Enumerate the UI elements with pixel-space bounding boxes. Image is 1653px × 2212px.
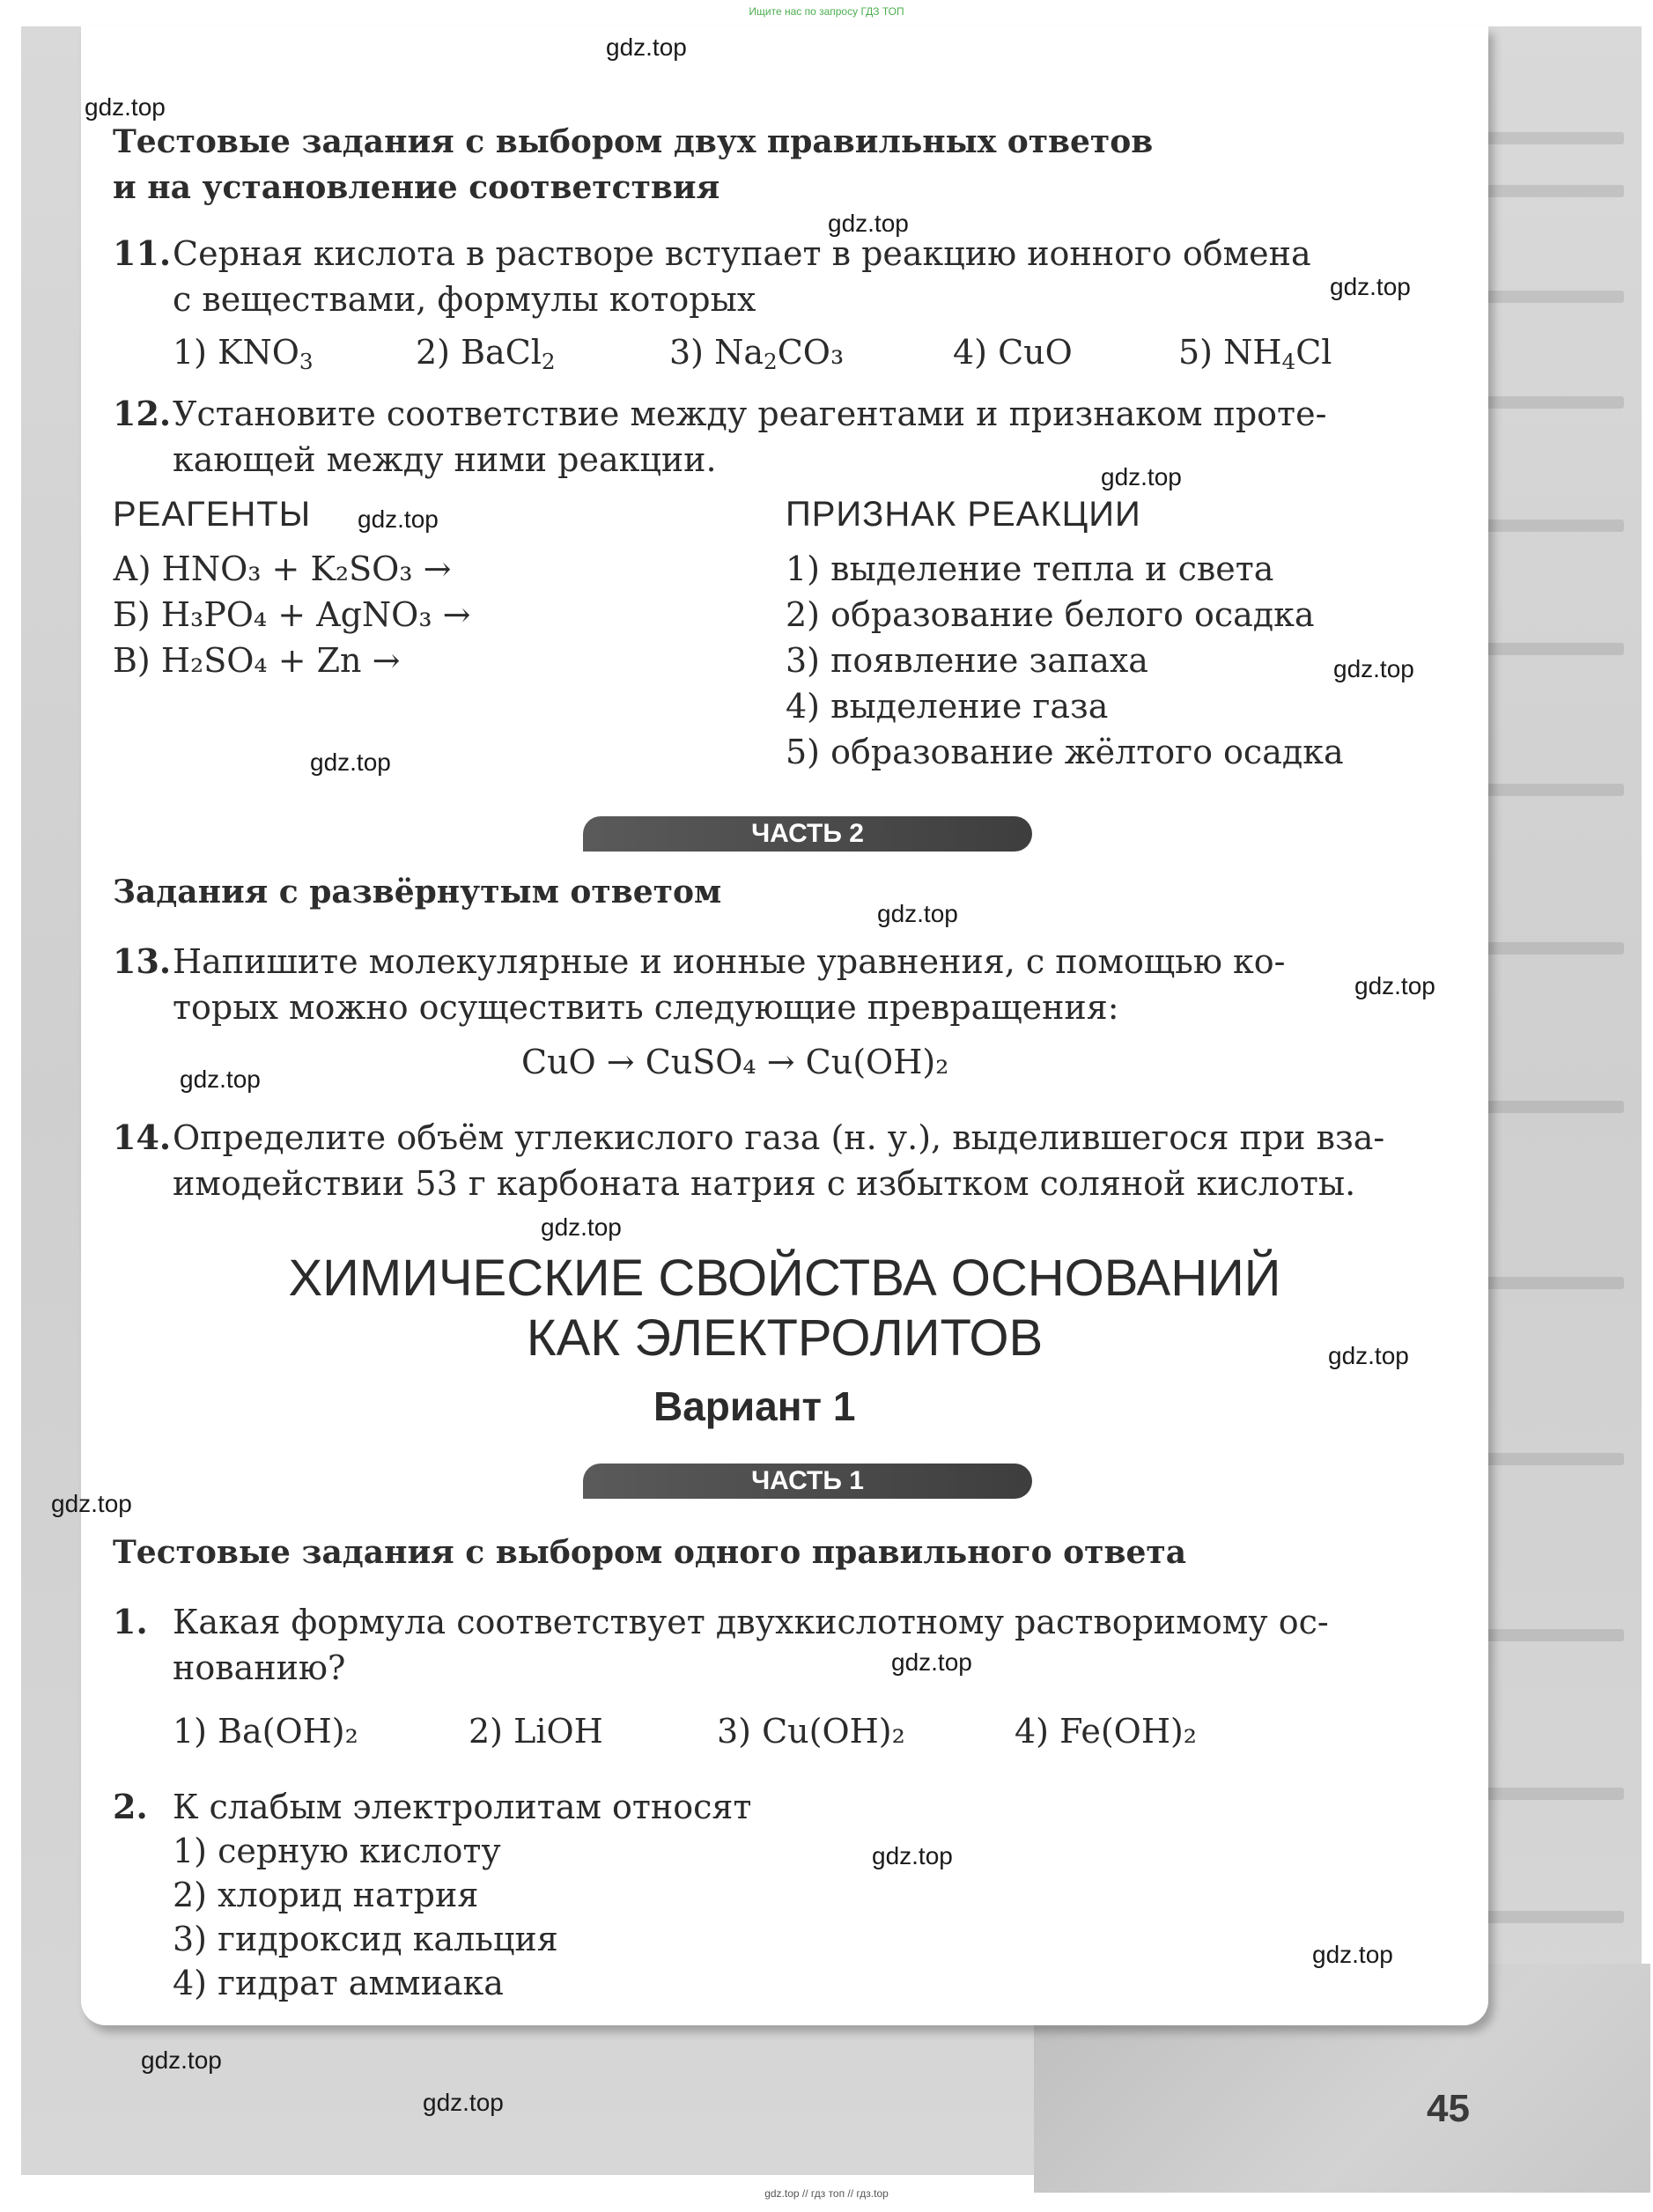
- answer-option: [416, 329, 556, 375]
- question-text: кающей между ними реакции.: [173, 440, 717, 479]
- section-heading-line1: Тестовые задания с выбором двух правильных ответов: [113, 123, 1154, 160]
- watermark: gdz.top: [310, 748, 391, 776]
- option-formula-tail: CO₃: [777, 333, 845, 372]
- question-number: 12.: [113, 394, 172, 433]
- answer-option: [173, 329, 314, 375]
- sign-item: 4) выделение газа: [786, 687, 1109, 726]
- question-number: 11.: [113, 233, 172, 273]
- question-text: Серная кислота в растворе вступает в реакцию ионного обмена: [173, 234, 1311, 273]
- watermark: gdz.top: [891, 1648, 972, 1676]
- question-number: 13.: [113, 941, 172, 981]
- reagent-item: Б) H₃PO₄ + AgNO₃ →: [113, 595, 471, 634]
- watermark: gdz.top: [541, 1213, 622, 1241]
- watermark: gdz.top: [51, 1490, 132, 1517]
- sign-item: 2) образование белого осадка: [786, 595, 1315, 634]
- question-text: Напишите молекулярные и ионные уравнения, с помощью ко-: [173, 942, 1286, 981]
- watermark: gdz.top: [872, 1842, 953, 1869]
- watermark: gdz.top: [828, 210, 909, 237]
- question-text: Какая формула соответствует двухкислотному растворимому ос-: [173, 1603, 1329, 1641]
- watermark: gdz.top: [1328, 1342, 1409, 1369]
- answer-option: [669, 329, 844, 375]
- reagent-item: В) H₂SO₄ + Zn →: [113, 641, 401, 680]
- column-header-sign: ПРИЗНАК РЕАКЦИИ: [786, 495, 1141, 534]
- watermark: gdz.top: [85, 93, 166, 121]
- option-subscript: 4: [1281, 349, 1296, 375]
- watermark: gdz.top: [1333, 655, 1414, 682]
- watermark: gdz.top: [1330, 273, 1411, 300]
- option-number: 1): [173, 333, 208, 372]
- topic-title-line1: ХИМИЧЕСКИЕ СВОЙСТВА ОСНОВАНИЙ: [288, 1250, 1281, 1307]
- sign-item: 1) выделение тепла и света: [786, 549, 1274, 588]
- page-number: 45: [1427, 2087, 1470, 2130]
- column-header-reagents: РЕАГЕНТЫ: [113, 495, 312, 534]
- option-formula: CuO: [998, 333, 1073, 372]
- part-heading: Тестовые задания с выбором одного правильного ответа: [113, 1534, 1187, 1571]
- question-text: К слабым электролитам относят: [173, 1788, 752, 1826]
- watermark: gdz.top: [877, 900, 958, 927]
- part-band: ЧАСТЬ 2: [583, 816, 1032, 852]
- answer-option: 4) гидрат аммиака: [173, 1964, 504, 2002]
- option-number: 4): [953, 333, 988, 372]
- answer-option: 2) LiOH: [469, 1712, 603, 1751]
- question-text: нованию?: [173, 1648, 346, 1687]
- question-number: 1.: [113, 1602, 148, 1641]
- option-formula: BaCl: [461, 333, 542, 372]
- option-subscript: 2: [764, 349, 778, 375]
- question-number: 14.: [113, 1117, 172, 1157]
- question-text: торых можно осуществить следующие превращения:: [173, 988, 1119, 1027]
- watermark: gdz.top: [180, 1065, 261, 1093]
- answer-option: 1) Ba(OH)₂: [173, 1712, 358, 1751]
- answer-option: [953, 329, 1073, 375]
- part-band: ЧАСТЬ 1: [583, 1464, 1032, 1499]
- question-text: Установите соответствие между реагентами и признаком проте-: [173, 394, 1327, 433]
- part-heading: Задания с развёрнутым ответом: [113, 874, 722, 911]
- watermark: gdz.top: [1312, 1941, 1393, 1968]
- answer-option: 3) гидроксид кальция: [173, 1920, 558, 1958]
- page-card: [81, 26, 1488, 2025]
- answer-option: 3) Cu(OH)₂: [717, 1712, 905, 1751]
- question-text: имодействии 53 г карбоната натрия с избытком соляной кислоты.: [173, 1164, 1356, 1203]
- answer-option: 1) серную кислоту: [173, 1832, 501, 1870]
- question-text: Определите объём углекислого газа (н. у.), выделившегося при вза-: [173, 1118, 1385, 1157]
- watermark: gdz.top: [423, 2089, 504, 2116]
- option-formula-tail: Cl: [1295, 333, 1332, 372]
- question-text: с веществами, формулы которых: [173, 280, 756, 319]
- watermark: gdz.top: [1101, 463, 1182, 490]
- answer-option: 4) Fe(OH)₂: [1015, 1712, 1198, 1751]
- option-number: 3): [669, 333, 705, 372]
- topic-title-line2: КАК ЭЛЕКТРОЛИТОВ: [526, 1309, 1044, 1367]
- option-subscript: 2: [541, 349, 556, 375]
- watermark: gdz.top: [358, 505, 439, 533]
- option-subscript: 3: [299, 349, 314, 375]
- watermark: gdz.top: [1354, 972, 1435, 999]
- option-formula: NH: [1223, 333, 1282, 372]
- question-number: 2.: [113, 1787, 148, 1826]
- sign-item: 3) появление запаха: [786, 641, 1148, 680]
- option-number: 5): [1178, 333, 1214, 372]
- reagent-item: А) HNO₃ + K₂SO₃ →: [113, 549, 452, 588]
- answer-option: [1178, 329, 1332, 375]
- option-formula: Na: [714, 333, 764, 372]
- top-banner: Ищите нас по запросу ГДЗ ТОП: [749, 5, 904, 18]
- option-formula: KNO: [218, 333, 299, 372]
- watermark: gdz.top: [606, 33, 687, 61]
- bottom-banner: gdz.top // гдз топ // гдз.top: [764, 2187, 889, 2200]
- option-number: 2): [416, 333, 451, 372]
- variant-label: Вариант 1: [653, 1383, 856, 1429]
- answer-option: 2) хлорид натрия: [173, 1876, 479, 1914]
- sign-item: 5) образование жёлтого осадка: [786, 733, 1344, 771]
- transformation-scheme: CuO → CuSO₄ → Cu(OH)₂: [521, 1043, 949, 1081]
- watermark: gdz.top: [141, 2046, 222, 2074]
- section-heading-line2: и на установление соответствия: [113, 169, 720, 206]
